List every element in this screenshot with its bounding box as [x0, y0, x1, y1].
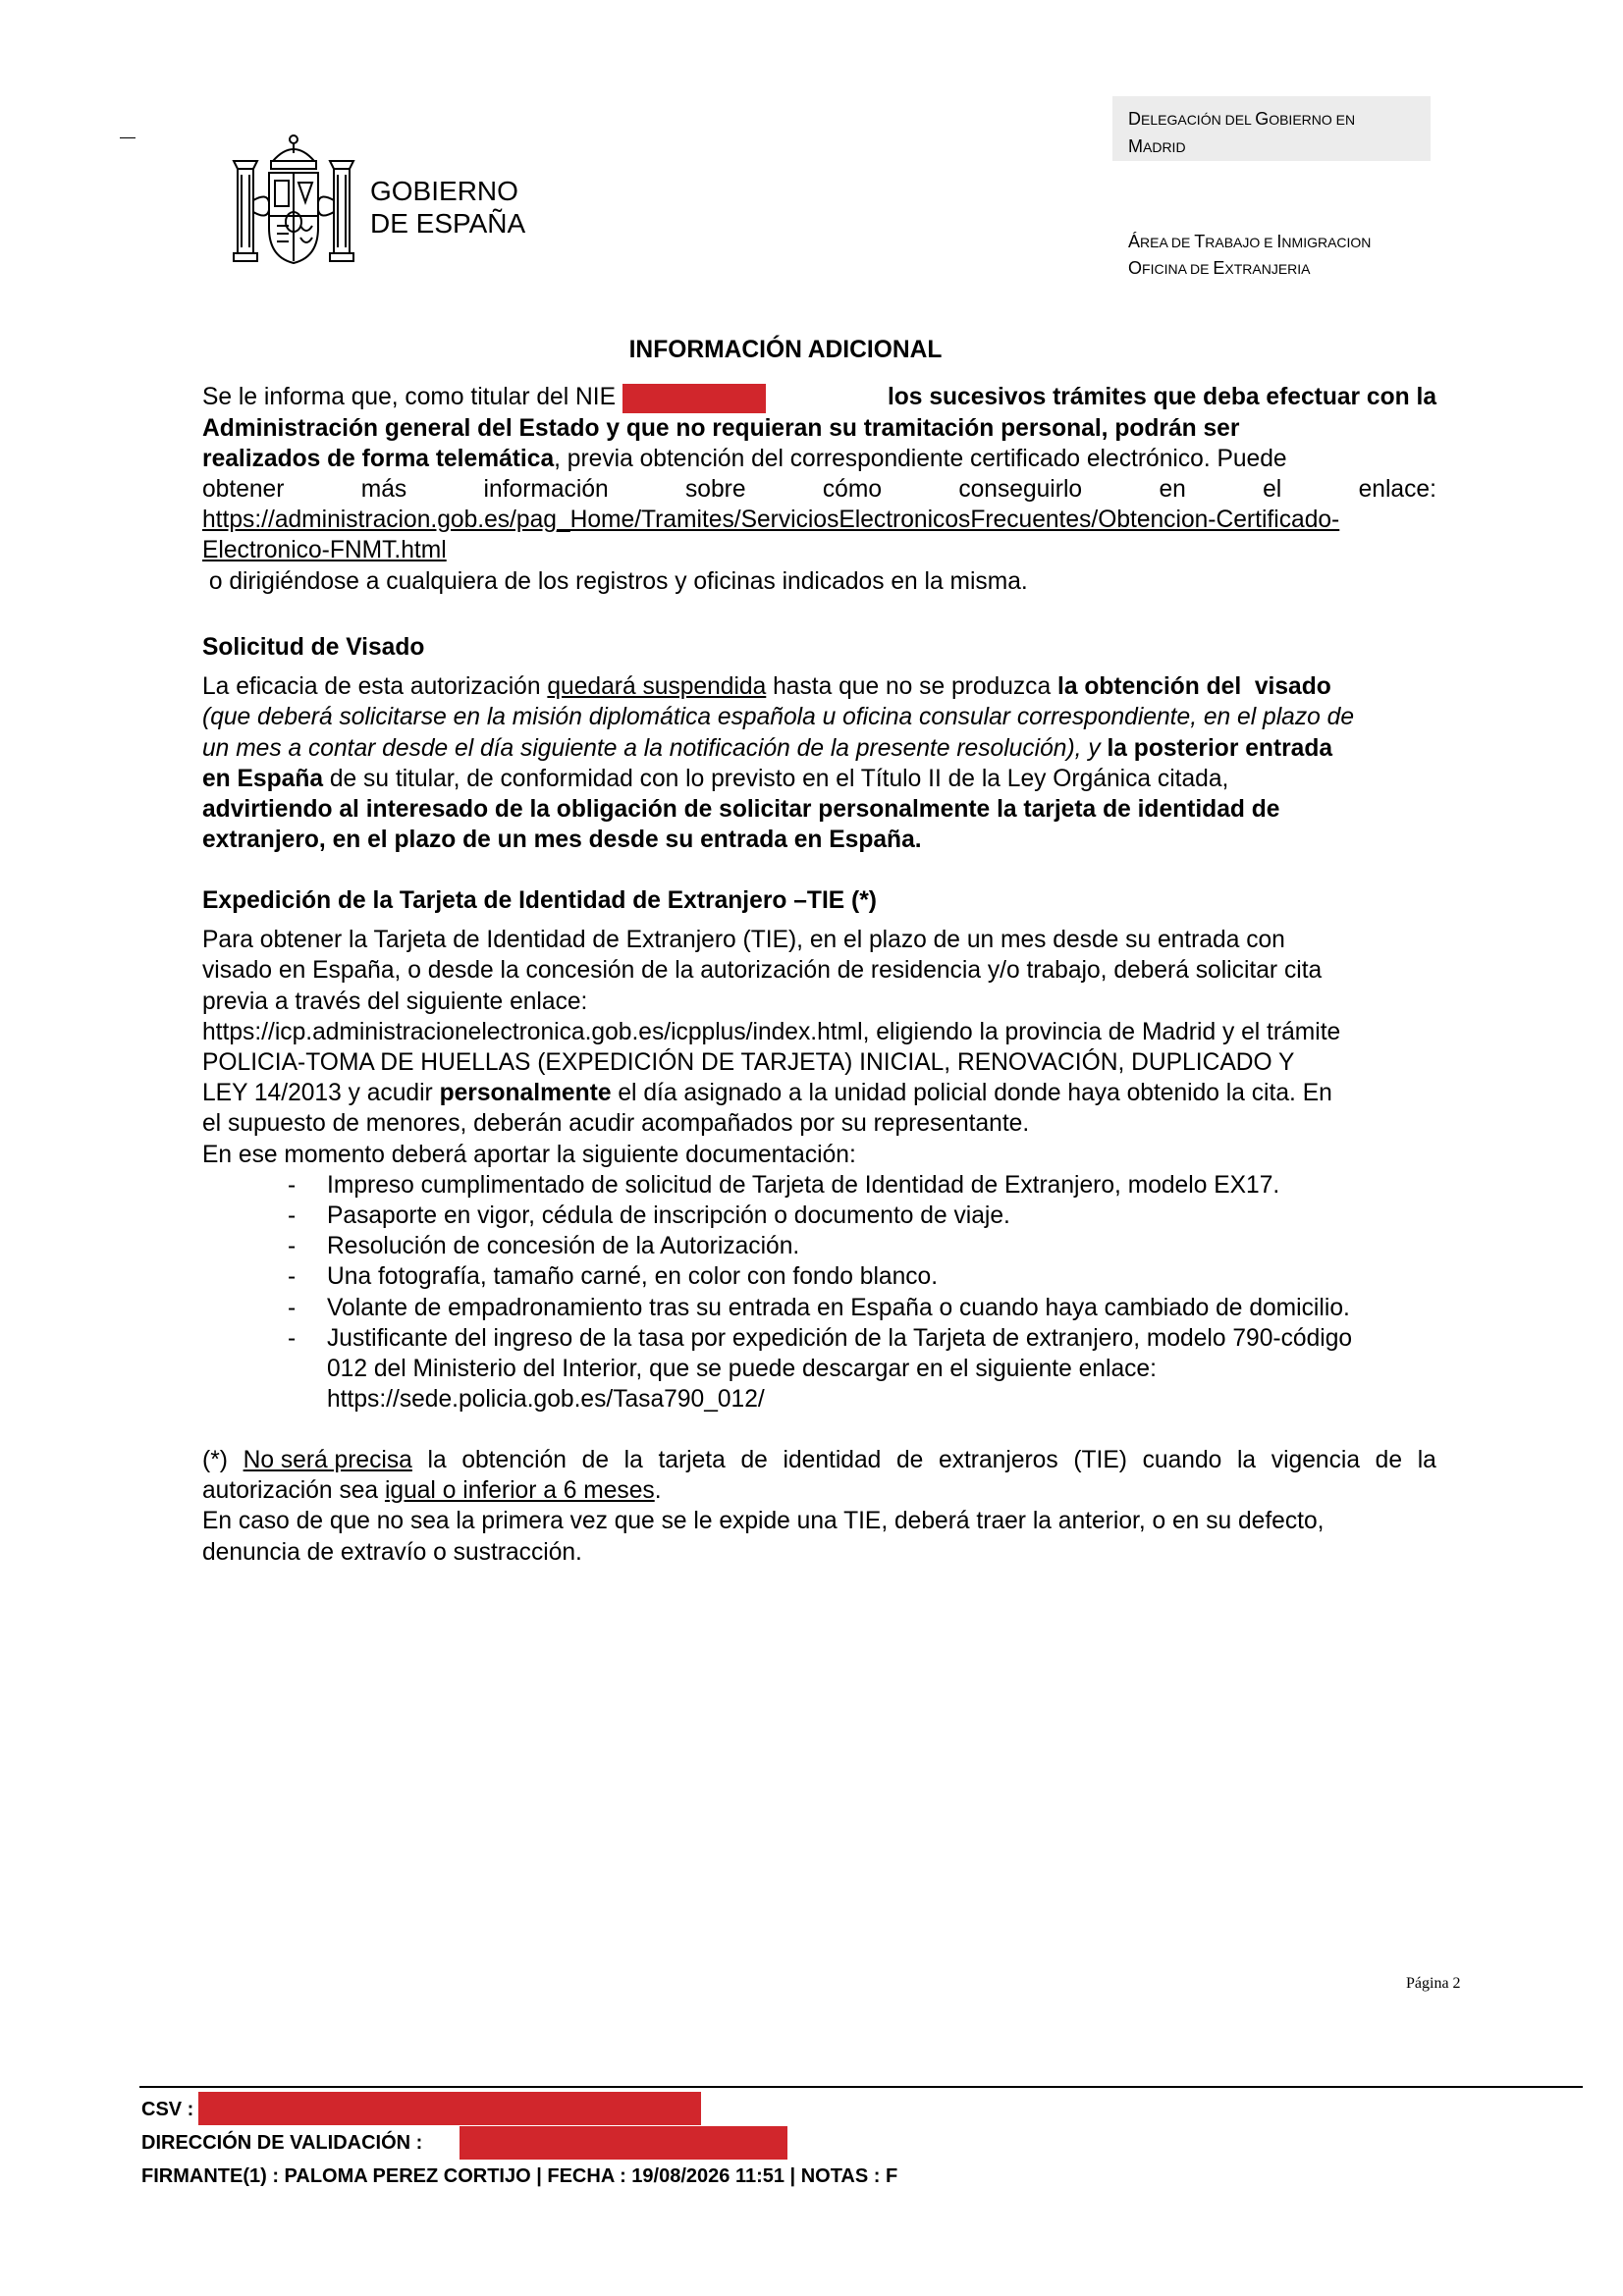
area-line-2: OFICINA DE EXTRANJERIA: [1128, 258, 1311, 278]
tie-line-6: LEY 14/2013 y acudir personalmente el día asignado a la unidad policial donde haya obtenido la cita. En: [202, 1080, 1332, 1107]
note-line-4: denuncia de extravío o sustracción.: [202, 1538, 582, 1566]
document-list-item: - Una fotografía, tamaño carné, en color con fondo blanco.: [288, 1263, 939, 1291]
delegacion-label: [1128, 106, 1355, 161]
visado-line-2: (que deberá solicitarse en la misión diplomática española u oficina consular correspondiente, en el plazo de: [202, 704, 1355, 731]
header-mark: [120, 137, 135, 138]
visado-line-3: un mes a contar desde el día siguiente a la notificación de la presente resolución), y la posterior entrada: [202, 734, 1333, 762]
tie-heading: Expedición de la Tarjeta de Identidad de Extranjero –TIE (*): [202, 887, 877, 914]
intro-paragraph: [202, 382, 1436, 597]
gobierno-line-2: DE ESPAÑA: [370, 208, 526, 239]
tie-line-3: previa a través del siguiente enlace:: [202, 988, 588, 1015]
intro-line-4: obtener más información sobre cómo conseguirlo en el enlace:: [202, 475, 1436, 503]
visado-line-6: extranjero, en el plazo de un mes desde su entrada en España.: [202, 827, 922, 854]
validacion-row: [141, 2132, 422, 2155]
tie-line-8: En ese momento deberá aportar la siguiente documentación:: [202, 1141, 856, 1168]
area-line-1: ÁREA DE TRABAJO E INMIGRACION: [1128, 232, 1372, 251]
validacion-label: DIRECCIÓN DE VALIDACIÓN :: [141, 2132, 423, 2154]
document-list-item-cont: 012 del Ministerio del Interior, que se puede descargar en el siguiente enlace:: [327, 1356, 1157, 1383]
note-section: [202, 1445, 1436, 1568]
document-title: INFORMACIÓN ADICIONAL: [628, 337, 943, 363]
tie-line-2: visado en España, o desde la concesión de la autorización de residencia y/o trabajo, deberá solicitar cita: [202, 957, 1323, 985]
tie-line-5: POLICIA-TOMA DE HUELLAS (EXPEDICIÓN DE TARJETA) INICIAL, RENOVACIÓN, DUPLICADO Y: [202, 1049, 1295, 1077]
document-list-item: - Resolución de concesión de la Autorización.: [288, 1233, 800, 1260]
delegacion-line-2: MADRID: [1128, 136, 1186, 156]
visado-heading: Solicitud de Visado: [202, 634, 425, 661]
document-list-item: - Pasaporte en vigor, cédula de inscripción o documento de viaje.: [288, 1202, 1010, 1230]
tie-line-1: Para obtener la Tarjeta de Identidad de Extranjero (TIE), en el plazo de un mes desde su entrada con: [202, 927, 1285, 954]
cita-previa-link[interactable]: https://icp.administracionelectronica.gob.es/icpplus/index.html, eligiendo la provincia de Madrid y el trámite: [202, 1018, 1341, 1045]
fnmt-link-part-1[interactable]: https://administracion.gob.es/pag_Home/Tramites/ServiciosElectronicosFrecuentes/Obtencion-Certificado-: [202, 507, 1340, 534]
csv-redaction: [198, 2092, 701, 2125]
area-label: [1128, 229, 1371, 282]
validacion-redaction: [460, 2126, 787, 2160]
visado-line-1: La eficacia de esta autorización quedará suspendida hasta que no se produzca la obtención del visado: [202, 673, 1331, 701]
csv-label: CSV :: [141, 2099, 194, 2120]
csv-row: [141, 2099, 193, 2121]
intro-line-7: o dirigiéndose a cualquiera de los registros y oficinas indicados en la misma.: [202, 567, 1028, 595]
document-list-item: - Impreso cumplimentado de solicitud de Tarjeta de Identidad de Extranjero, modelo EX17.: [288, 1171, 1280, 1199]
document-list-item: - Volante de empadronamiento tras su entrada en España o cuando haya cambiado de domicilio.: [288, 1294, 1350, 1321]
intro-line-2: Administración general del Estado y que no requieran su tramitación personal, podrán ser: [202, 414, 1240, 442]
page-number: Página 2: [1406, 1975, 1461, 1992]
visado-line-4: en España de su titular, de conformidad con lo previsto en el Título II de la Ley Orgánica citada,: [202, 765, 1229, 792]
gobierno-line-1: GOBIERNO: [370, 176, 518, 206]
tasa-790-link[interactable]: https://sede.policia.gob.es/Tasa790_012/: [327, 1386, 765, 1414]
note-line-1: (*) No será precisa la obtención de la tarjeta de identidad de extranjeros (TIE) cuando la vigencia de la: [202, 1447, 1436, 1473]
footer-rule: [139, 2086, 1583, 2088]
coat-of-arms-logo: [232, 132, 355, 271]
intro-line-1: Se le informa que, como titular del NIE los sucesivos trámites que deba efectuar con la: [202, 382, 1436, 413]
visado-section: [202, 632, 1436, 855]
note-line-3: En caso de que no sea la primera vez que se le expide una TIE, deberá traer la anterior, o en su defecto,: [202, 1508, 1325, 1535]
nie-redaction: [622, 384, 766, 413]
tie-section: [202, 885, 1436, 1415]
firmante-row: FIRMANTE(1) : PALOMA PEREZ CORTIJO | FECHA : 19/08/2026 11:51 | NOTAS : F: [141, 2165, 898, 2187]
document-list-item: - Justificante del ingreso de la tasa por expedición de la Tarjeta de extranjero, modelo 790-código: [288, 1324, 1353, 1352]
gobierno-de-espana-label: [370, 175, 525, 240]
note-line-2: autorización sea igual o inferior a 6 meses.: [202, 1477, 662, 1505]
visado-line-5: advirtiendo al interesado de la obligación de solicitar personalmente la tarjeta de identidad de: [202, 796, 1280, 824]
tie-line-7: el supuesto de menores, deberán acudir acompañados por su representante.: [202, 1110, 1030, 1138]
delegacion-line-1: DELEGACIÓN DEL GOBIERNO EN: [1128, 109, 1356, 129]
fnmt-link-part-2[interactable]: Electronico-FNMT.html: [202, 537, 447, 564]
intro-line-3: realizados de forma telemática, previa obtención del correspondiente certificado electrónico. Puede: [202, 445, 1287, 472]
